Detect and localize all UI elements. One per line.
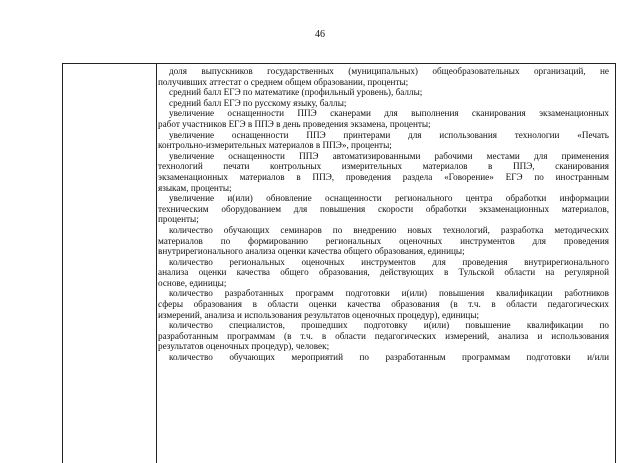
text-line: измерений, анализа и использования результатов оценочных процедур), единицы; — [158, 309, 480, 320]
text-line: количество обучающих мероприятий по разработанным программам подготовки и/или — [169, 352, 609, 363]
text-line: средний балл ЕГЭ по русскому языку, баллы; — [169, 97, 347, 108]
text-line: работ участников ЕГЭ в ППЭ в день проведения экзамена, проценты; — [158, 118, 431, 129]
text-line: внутрирегионального анализа оценки качества общего образования, единицы; — [158, 246, 465, 257]
text-line: количество обучающих семинаров по внедрению новых технологий, разработка методических — [169, 224, 609, 235]
table-left-column — [63, 64, 157, 463]
text-line: контрольно-измерительных материалов в ППЭ», проценты; — [158, 140, 392, 151]
text-line: основе, единицы; — [158, 277, 227, 288]
indicator-table — [62, 63, 616, 463]
text-line: материалов по формированию региональных оценочных инструментов для проведения — [158, 235, 609, 246]
text-line: разработанным программам (в т.ч. в области педагогических измерений, анализа и использования — [158, 330, 609, 341]
text-line: количество разработанных программ подготовки и(или) повышения квалификации работников — [169, 288, 609, 299]
text-line: экзаменационных материалов в ППЭ, проведения раздела «Говорение» ЕГЭ по иностранным — [158, 171, 609, 182]
text-line: технологий печати контрольных измерительных материалов в ППЭ, сканирования — [158, 161, 609, 172]
text-line: результатов оценочных процедур), человек; — [158, 341, 330, 352]
text-line: доля выпускников государственных (муниципальных) общеобразовательных организаций, не — [169, 66, 609, 76]
text-line: проценты; — [158, 214, 199, 225]
text-line: увеличение оснащенности ППЭ автоматизированными рабочими местами для применения — [169, 150, 609, 161]
table-text-column — [158, 66, 609, 363]
text-line: количество региональных оценочных инструментов для проведения внутрирегионального — [169, 256, 609, 267]
text-line: средний балл ЕГЭ по математике (профильный уровень), баллы; — [169, 87, 423, 98]
page-number: 46 — [315, 29, 325, 40]
text-line: анализа оценки качества общего образования, действующих в Тульской области на регулярной — [158, 267, 609, 278]
text-line: количество специалистов, прошедших подготовку и(или) повышение квалификации по — [169, 320, 609, 331]
text-line: увеличение оснащенности ППЭ принтерами для использования технологии «Печать — [169, 129, 609, 140]
text-line: сферы образования в области оценки качества образования (в т.ч. в области педагогических — [158, 299, 609, 310]
text-line: языкам, проценты; — [158, 182, 232, 193]
text-line: увеличение оснащенности ППЭ сканерами для выполнения сканирования экзаменационных — [169, 108, 609, 119]
text-line: получивших аттестат о среднем общем образовании, проценты; — [158, 76, 409, 87]
text-line: техническим оборудованием для повышения скорости обработки экзаменационных материалов, — [158, 203, 609, 214]
text-line: увеличение и(или) обновление оснащенности регионального центра обработки информации — [169, 193, 609, 204]
